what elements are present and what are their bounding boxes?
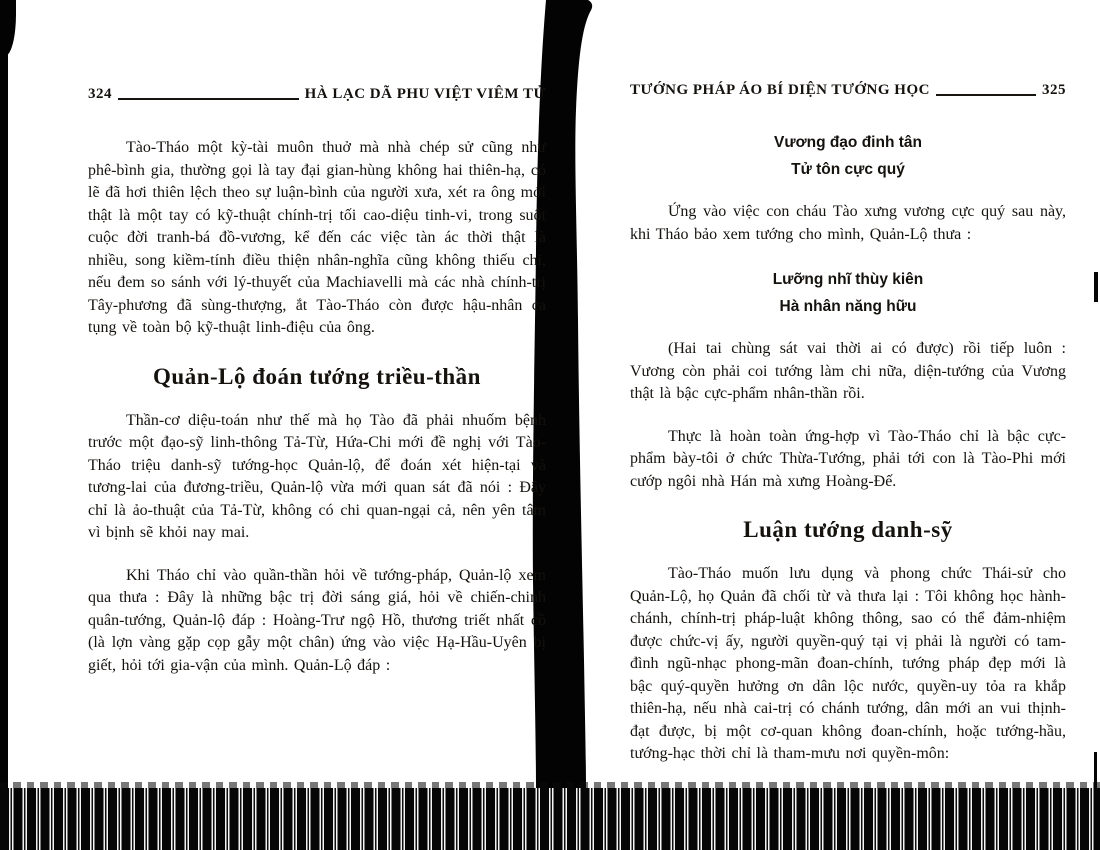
left-running-header: [88, 86, 546, 103]
page-fan-stripes: [0, 788, 1100, 850]
paragraph: Tào-Tháo một kỳ-tài muôn thuở mà nhà chép sử cũng như phê-bình gia, thường gọi là tay đại gian-hùng không hai thiên-hạ, có lẽ đã hơi thiên lệch theo sự luận-bình của người xưa, xét ra ông mới thật là một tay có kỹ-thuật chính-trị tối cao-diệu tinh-vi, trong suốt cuộc đời tranh-bá đồ-vương, kể đến các việc tàn ác thời thật là nhiều, song kiềm-tính điều thiện nhân-nghĩa cũng không thiếu chi, nếu đem so sánh với lý-thuyết của Machiavelli mà các nhà chính-trị Tây-phương đã sùng-thượng, ắt Tào-Tháo còn được hậu-nhân ca tụng về toàn bộ kỹ-thuật linh-điệu của ông.: [88, 139, 546, 336]
verse-line: Tử tôn cực quý: [791, 161, 905, 178]
left-running-title: HÀ LẠC DÃ PHU VIỆT VIÊM TỬ: [304, 86, 546, 102]
paragraph: Khi Tháo chỉ vào quần-thần hỏi về tướng-pháp, Quản-lộ xem qua thưa : Đây là những bậc trị đời sáng giá, hỏi về chiến-chinh quân-tướng, Quản-lộ đáp : Hoàng-Trư ngộ Hồ, thương triết nhất cồ (là lợn vàng gặp cọp gẫy một chân) ứng vào việc Hạ-Hầu-Uyên bị giết, hỏi tới gia-vận của mình. Quản-Lộ đáp :: [88, 566, 546, 674]
paragraph: Thực là hoàn toàn ứng-hợp vì Tào-Tháo chỉ là bậc cực-phẩm bày-tôi ở chức Thừa-Tướng, phải tới con là Tào-Phi mới cướp ngôi nhà Hán mà xưng Hoàng-Đế.: [630, 427, 1066, 490]
left-header-rule: [118, 98, 299, 100]
scan-edge-mark: [1094, 272, 1098, 302]
verse-couplet: [630, 266, 1066, 320]
verse-line: Hà nhân năng hữu: [779, 298, 917, 315]
scan-edge-mark-2: [1094, 752, 1097, 790]
paragraph: Ứng vào việc con cháu Tào xưng vương cực quý sau này, khi Tháo bảo xem tướng cho mình, Quản-Lộ thưa :: [630, 203, 1066, 243]
section-heading: Quản-Lộ đoán tướng triều-thần: [153, 363, 481, 389]
right-page-body: [630, 129, 1066, 766]
right-page-number: 325: [1042, 82, 1066, 98]
right-page: [630, 82, 1066, 786]
paragraph: (Hai tai chùng sát vai thời ai có được) rồi tiếp luôn : Vương còn phải coi tướng làm chi nữa, diện-tướng của Vương thật là bậc cực-phẩm nhân-thần rồi.: [630, 340, 1066, 402]
paragraph: Tào-Tháo muốn lưu dụng và phong chức Thái-sử cho Quản-Lộ, họ Quản đã chối từ và thưa lại : Tôi không học hành-chánh, chính-trị pháp-luật không thông, sao có thể đảm-nhiệm được chức-vị ấy, người quyền-quý tại vị phải là người có tam-đình ngũ-nhạc phong-mãn đoan-chính, tướng pháp đẹp mới là bậc quý-quyền hưởng ơn dân lộc nước, quyền-uy tỏa ra khắp thiên-hạ, nếu nhà cai-trị có chánh tướng, dân mới an vui thịnh-đạt được, bị một cơ-quan không đoan-chính, hoặc tướng-hầu, tướng-hạc thời chỉ là tham-mưu nơi quyền-môn:: [630, 565, 1066, 762]
paragraph: Thần-cơ diệu-toán như thế mà họ Tào đã phải nhuốm bệnh trước một đạo-sỹ linh-thông Tả-Từ, Hứa-Chi mới đề nghị với Tào-Tháo triệu danh-sỹ tướng-học Quản-lộ, để đoán xét hiện-tại và tương-lai của đương-triều, Quản-lộ vừa mới quan sát đã nói : Đây chỉ là ảo-thuật của Tả-Từ, không có chi quan-ngại cả, nên yên tâm vì bịnh sẽ khỏi nay mai.: [88, 411, 546, 541]
left-page-body: [88, 137, 546, 677]
left-page: [88, 86, 546, 697]
verse-line: Vương đạo đinh tân: [774, 134, 922, 151]
section-heading: Luận tướng danh-sỹ: [743, 517, 953, 542]
verse-line: Lưỡng nhĩ thùy kiên: [772, 271, 924, 288]
right-running-header: [630, 82, 1066, 99]
verse-couplet: [630, 129, 1066, 183]
scan-left-edge-shadow: [0, 0, 8, 789]
right-running-title: TƯỚNG PHÁP ÁO BÍ DIỆN TƯỚNG HỌC: [630, 82, 930, 98]
scan-left-corner-shadow: [0, 0, 16, 56]
right-header-rule: [936, 94, 1036, 96]
left-page-number: 324: [88, 86, 112, 102]
